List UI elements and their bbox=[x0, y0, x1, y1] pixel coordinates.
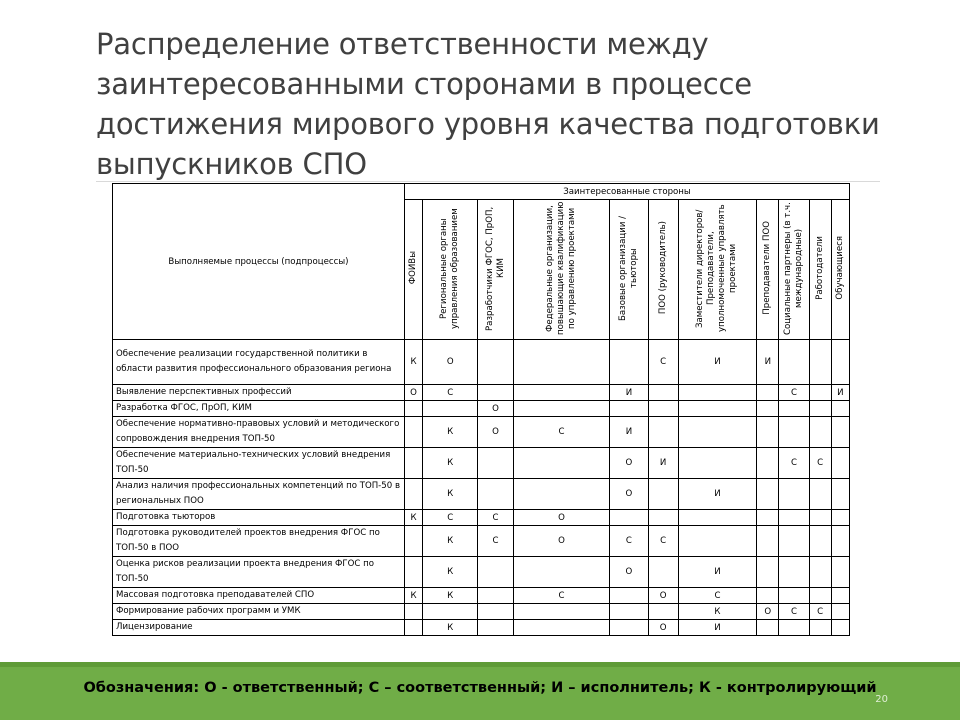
role-cell bbox=[648, 479, 678, 510]
role-cell bbox=[831, 557, 849, 588]
role-cell: К bbox=[404, 510, 422, 526]
role-cell bbox=[404, 479, 422, 510]
role-cell bbox=[513, 604, 610, 620]
role-cell bbox=[809, 340, 831, 385]
role-cell: С bbox=[648, 526, 678, 557]
table-row bbox=[113, 557, 850, 588]
stakeholder-label: Разработчики ФГОС, ПрОП, КИМ bbox=[484, 205, 506, 331]
role-cell: К bbox=[678, 604, 757, 620]
role-cell: С bbox=[513, 588, 610, 604]
role-cell bbox=[757, 620, 779, 636]
stakeholder-label: ПОО (руководитель) bbox=[657, 221, 668, 315]
role-cell bbox=[757, 588, 779, 604]
role-cell bbox=[779, 620, 809, 636]
role-cell: К bbox=[423, 526, 478, 557]
role-cell bbox=[831, 620, 849, 636]
role-cell: О bbox=[513, 510, 610, 526]
role-cell bbox=[610, 510, 648, 526]
role-cell: С bbox=[478, 526, 513, 557]
role-cell bbox=[423, 604, 478, 620]
role-cell bbox=[423, 401, 478, 417]
role-cell bbox=[648, 557, 678, 588]
table-row bbox=[113, 604, 850, 620]
role-cell bbox=[809, 557, 831, 588]
role-cell bbox=[513, 448, 610, 479]
stakeholder-header bbox=[779, 200, 809, 340]
role-cell: С bbox=[478, 510, 513, 526]
process-cell: Массовая подготовка преподавателей СПО bbox=[113, 588, 405, 604]
table-row bbox=[113, 340, 850, 385]
role-cell: О bbox=[610, 448, 648, 479]
role-cell: С bbox=[779, 448, 809, 479]
role-cell bbox=[831, 401, 849, 417]
stakeholder-label: Преподаватели ПОО bbox=[762, 221, 773, 315]
role-cell bbox=[779, 557, 809, 588]
table-row bbox=[113, 510, 850, 526]
role-cell: С bbox=[779, 385, 809, 401]
role-cell bbox=[610, 588, 648, 604]
role-cell bbox=[809, 385, 831, 401]
table-row bbox=[113, 526, 850, 557]
role-cell bbox=[513, 557, 610, 588]
role-cell bbox=[513, 401, 610, 417]
role-cell: К bbox=[423, 557, 478, 588]
title-line: выпускников СПО bbox=[96, 147, 367, 181]
role-cell bbox=[831, 479, 849, 510]
role-cell bbox=[404, 557, 422, 588]
table-row bbox=[113, 417, 850, 448]
stakeholder-label: ФОИВы bbox=[407, 251, 418, 285]
role-cell bbox=[831, 448, 849, 479]
table-row bbox=[113, 620, 850, 636]
role-cell bbox=[648, 401, 678, 417]
role-cell bbox=[779, 526, 809, 557]
title-line: достижения мирового уровня качества подготовки bbox=[96, 107, 880, 141]
role-cell: О bbox=[648, 588, 678, 604]
role-cell bbox=[809, 526, 831, 557]
role-cell bbox=[404, 620, 422, 636]
stakeholder-header bbox=[404, 200, 422, 340]
role-cell bbox=[678, 510, 757, 526]
role-cell: К bbox=[423, 620, 478, 636]
role-cell bbox=[809, 479, 831, 510]
role-cell bbox=[478, 620, 513, 636]
role-cell bbox=[678, 526, 757, 557]
header-row-group bbox=[113, 184, 850, 200]
role-cell: И bbox=[678, 479, 757, 510]
role-cell: К bbox=[404, 340, 422, 385]
role-cell bbox=[779, 479, 809, 510]
stakeholder-label: Региональные органы управления образованием bbox=[439, 207, 461, 329]
role-cell: С bbox=[809, 604, 831, 620]
role-cell: С bbox=[809, 448, 831, 479]
role-cell: К bbox=[404, 588, 422, 604]
process-cell: Выявление перспективных профессий bbox=[113, 385, 405, 401]
role-cell: С bbox=[779, 604, 809, 620]
role-cell bbox=[779, 588, 809, 604]
legend-text: Обозначения: О - ответственный; С – соответственный; И – исполнитель; К - контролирующий bbox=[83, 680, 877, 696]
role-cell bbox=[404, 448, 422, 479]
stakeholder-label: Базовые организации / тьюторы bbox=[617, 215, 639, 321]
role-cell bbox=[478, 557, 513, 588]
role-cell: С bbox=[648, 340, 678, 385]
stakeholder-label: Социальные партнеры (в т.ч. международные) bbox=[782, 201, 804, 335]
role-cell bbox=[610, 340, 648, 385]
role-cell: И bbox=[678, 557, 757, 588]
stakeholder-header bbox=[757, 200, 779, 340]
role-cell: К bbox=[423, 588, 478, 604]
role-cell: С bbox=[610, 526, 648, 557]
role-cell: К bbox=[423, 417, 478, 448]
role-cell bbox=[757, 401, 779, 417]
title-line: заинтересованными сторонами в процессе bbox=[96, 67, 752, 101]
role-cell: И bbox=[610, 385, 648, 401]
slide-title bbox=[96, 24, 896, 184]
role-cell: О bbox=[513, 526, 610, 557]
role-cell bbox=[478, 479, 513, 510]
role-cell: О bbox=[478, 401, 513, 417]
process-cell: Подготовка тьюторов bbox=[113, 510, 405, 526]
role-cell: И bbox=[757, 340, 779, 385]
role-cell: О bbox=[478, 417, 513, 448]
role-cell bbox=[809, 588, 831, 604]
role-cell bbox=[610, 620, 648, 636]
process-cell: Подготовка руководителей проектов внедрения ФГОС по ТОП-50 в ПОО bbox=[113, 526, 405, 557]
role-cell bbox=[478, 385, 513, 401]
stakeholder-header bbox=[831, 200, 849, 340]
stakeholder-header bbox=[478, 200, 513, 340]
stakeholder-header bbox=[678, 200, 757, 340]
role-cell bbox=[610, 604, 648, 620]
role-cell bbox=[648, 385, 678, 401]
title-divider bbox=[96, 181, 880, 182]
role-cell bbox=[478, 448, 513, 479]
role-cell bbox=[809, 401, 831, 417]
role-cell bbox=[831, 604, 849, 620]
process-cell: Анализ наличия профессиональных компетенций по ТОП-50 в региональных ПОО bbox=[113, 479, 405, 510]
table-row bbox=[113, 385, 850, 401]
process-cell: Оценка рисков реализации проекта внедрения ФГОС по ТОП-50 bbox=[113, 557, 405, 588]
stakeholder-header bbox=[809, 200, 831, 340]
role-cell bbox=[757, 479, 779, 510]
role-cell: О bbox=[404, 385, 422, 401]
role-cell bbox=[404, 401, 422, 417]
role-cell bbox=[757, 510, 779, 526]
role-cell: И bbox=[678, 620, 757, 636]
role-cell bbox=[648, 417, 678, 448]
role-cell: О bbox=[423, 340, 478, 385]
role-cell bbox=[757, 557, 779, 588]
table-row bbox=[113, 448, 850, 479]
role-cell bbox=[809, 620, 831, 636]
role-cell bbox=[513, 620, 610, 636]
stakeholder-label: Обучающиеся bbox=[834, 236, 845, 300]
stakeholder-header bbox=[610, 200, 648, 340]
table-row bbox=[113, 588, 850, 604]
role-cell bbox=[779, 401, 809, 417]
role-cell bbox=[404, 604, 422, 620]
role-cell: И bbox=[648, 448, 678, 479]
stakeholders-group-header: Заинтересованные стороны bbox=[404, 184, 849, 200]
role-cell bbox=[779, 340, 809, 385]
stakeholder-label: Заместители директоров/ Преподаватели, уполномоченные управлять проектами bbox=[695, 204, 739, 332]
role-cell bbox=[757, 417, 779, 448]
role-cell: И bbox=[831, 385, 849, 401]
role-cell bbox=[478, 604, 513, 620]
responsibility-table bbox=[112, 183, 850, 636]
role-cell: О bbox=[610, 479, 648, 510]
process-cell: Лицензирование bbox=[113, 620, 405, 636]
role-cell bbox=[757, 385, 779, 401]
process-column-header: Выполняемые процессы (подпроцессы) bbox=[113, 184, 405, 340]
table-row bbox=[113, 401, 850, 417]
role-cell bbox=[779, 510, 809, 526]
role-cell bbox=[678, 401, 757, 417]
stakeholder-header bbox=[423, 200, 478, 340]
role-cell bbox=[678, 385, 757, 401]
role-cell bbox=[404, 526, 422, 557]
process-cell: Обеспечение материально-технических условий внедрения ТОП-50 bbox=[113, 448, 405, 479]
table-body bbox=[113, 340, 850, 636]
role-cell: О bbox=[648, 620, 678, 636]
role-cell bbox=[478, 588, 513, 604]
role-cell: И bbox=[610, 417, 648, 448]
role-cell bbox=[809, 417, 831, 448]
legend-bar-accent bbox=[0, 662, 960, 667]
role-cell: К bbox=[423, 479, 478, 510]
role-cell: О bbox=[610, 557, 648, 588]
role-cell bbox=[757, 526, 779, 557]
title-line: Распределение ответственности между bbox=[96, 27, 709, 61]
stakeholder-label: Работодатели bbox=[814, 236, 825, 300]
role-cell: К bbox=[423, 448, 478, 479]
role-cell: С bbox=[678, 588, 757, 604]
process-cell: Формирование рабочих программ и УМК bbox=[113, 604, 405, 620]
role-cell bbox=[610, 401, 648, 417]
role-cell bbox=[757, 448, 779, 479]
role-cell bbox=[404, 417, 422, 448]
role-cell bbox=[478, 340, 513, 385]
role-cell bbox=[648, 510, 678, 526]
role-cell bbox=[831, 526, 849, 557]
role-cell: И bbox=[678, 340, 757, 385]
page-number: 20 bbox=[875, 694, 888, 705]
table-row bbox=[113, 479, 850, 510]
role-cell bbox=[513, 479, 610, 510]
stakeholder-label: Федеральные организации, повышающие квалификацию по управлению проектами bbox=[544, 201, 577, 335]
role-cell bbox=[513, 340, 610, 385]
role-cell bbox=[809, 510, 831, 526]
role-cell bbox=[678, 448, 757, 479]
role-cell: С bbox=[423, 510, 478, 526]
role-cell bbox=[648, 604, 678, 620]
process-cell: Обеспечение нормативно-правовых условий и методического сопровождения внедрения ТОП-50 bbox=[113, 417, 405, 448]
responsibility-matrix bbox=[112, 183, 850, 636]
role-cell: О bbox=[757, 604, 779, 620]
role-cell: С bbox=[423, 385, 478, 401]
role-cell: С bbox=[513, 417, 610, 448]
role-cell bbox=[779, 417, 809, 448]
role-cell bbox=[831, 340, 849, 385]
role-cell bbox=[513, 385, 610, 401]
stakeholder-header bbox=[513, 200, 610, 340]
stakeholder-header bbox=[648, 200, 678, 340]
role-cell bbox=[831, 588, 849, 604]
process-cell: Обеспечение реализации государственной политики в области развития профессионального образования региона bbox=[113, 340, 405, 385]
role-cell bbox=[831, 417, 849, 448]
role-cell bbox=[678, 417, 757, 448]
role-cell bbox=[831, 510, 849, 526]
process-cell: Разработка ФГОС, ПрОП, КИМ bbox=[113, 401, 405, 417]
